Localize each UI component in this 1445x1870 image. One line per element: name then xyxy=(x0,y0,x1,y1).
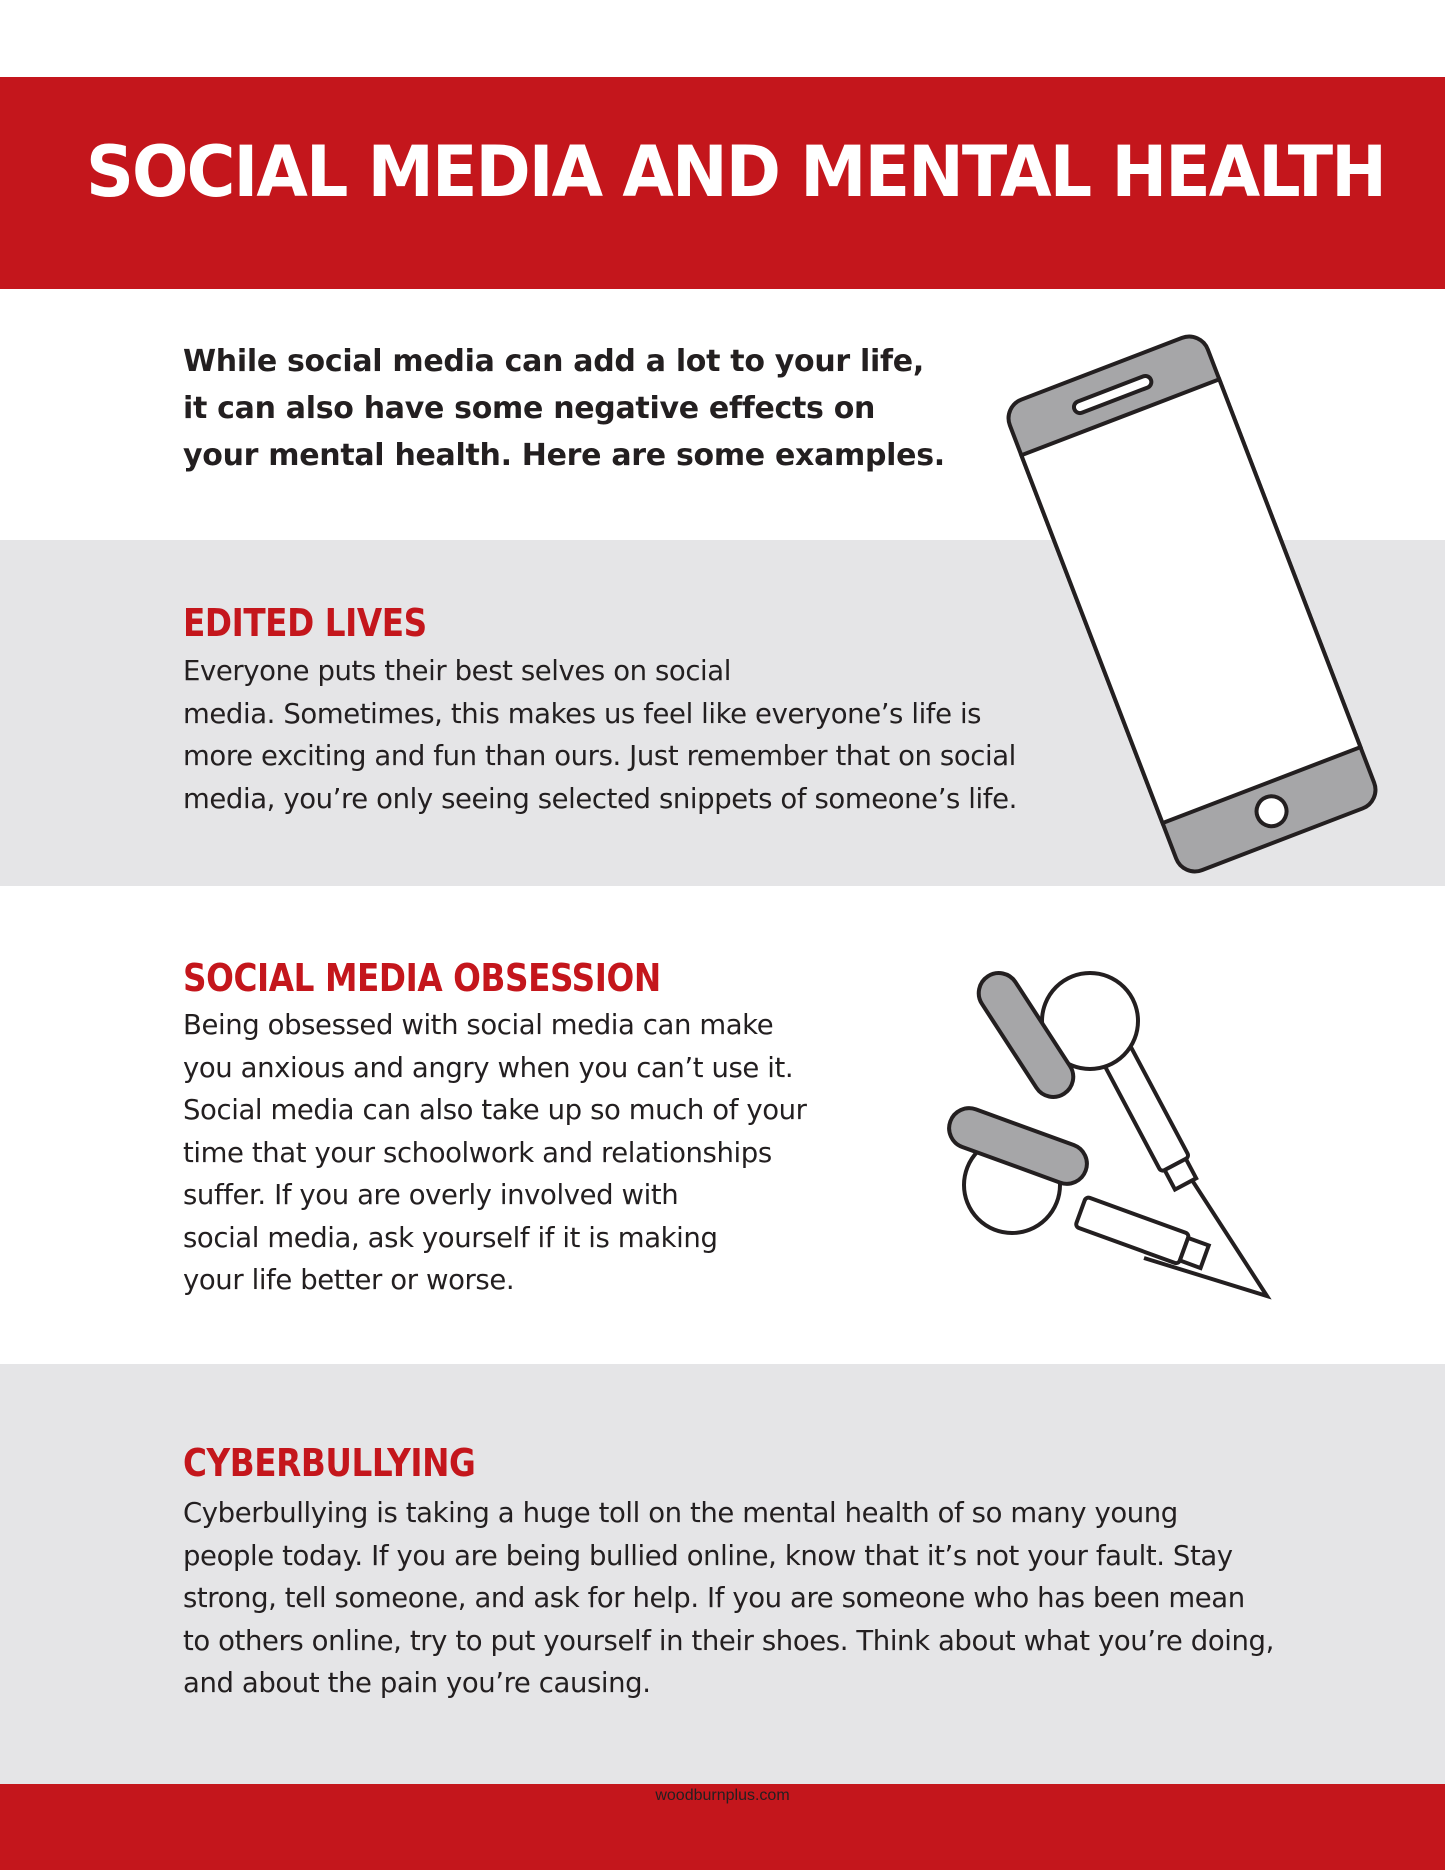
earbuds-icon xyxy=(930,955,1280,1305)
body-line: more exciting and fun than ours. Just remember that on social xyxy=(183,740,1016,772)
title-banner xyxy=(0,77,1445,289)
body-line: Cyberbullying is taking a huge toll on the mental health of so many young xyxy=(183,1497,1178,1529)
body-line: people today. If you are being bullied online, know that it’s not your fault. Stay xyxy=(183,1539,1233,1572)
section-body-social-media-obsession xyxy=(183,1004,807,1302)
body-line: strong, tell someone, and ask for help. If you are someone who has been mean xyxy=(183,1582,1245,1614)
body-line: Social media can also take up so much of your xyxy=(183,1094,807,1126)
body-line: and about the pain you’re causing. xyxy=(183,1667,651,1699)
body-line: Being obsessed with social media can make xyxy=(183,1009,774,1041)
body-line: your life better or worse. xyxy=(183,1264,515,1296)
intro-line: your mental health. Here are some examples. xyxy=(183,438,945,473)
intro-line: it can also have some negative effects on xyxy=(183,391,876,426)
section-heading-cyberbullying: CYBERBULLYING xyxy=(183,1441,476,1485)
intro-text xyxy=(183,338,943,479)
intro-line: While social media can add a lot to your life, xyxy=(183,344,924,379)
footer-url: woodburnplus.com xyxy=(655,1787,790,1804)
body-line: media. Sometimes, this makes us feel like everyone’s life is xyxy=(183,697,982,730)
body-line: social media, ask yourself if it is making xyxy=(183,1221,718,1254)
body-line: to others online, try to put yourself in their shoes. Think about what you’re doing, xyxy=(183,1624,1274,1657)
body-line: time that your schoolwork and relationships xyxy=(183,1136,772,1169)
smartphone-icon xyxy=(1020,360,1380,860)
section-heading-edited-lives: EDITED LIVES xyxy=(183,601,427,645)
section-body-cyberbullying xyxy=(183,1492,1274,1705)
body-line: you anxious and angry when you can’t use it. xyxy=(183,1051,794,1084)
body-line: Everyone puts their best selves on social xyxy=(183,655,731,687)
page-title: SOCIAL MEDIA AND MENTAL HEALTH xyxy=(86,131,1385,213)
body-line: media, you’re only seeing selected snippets of someone’s life. xyxy=(183,782,1017,815)
footer-bar xyxy=(0,1784,1445,1870)
section-body-edited-lives xyxy=(183,650,1017,820)
body-line: suffer. If you are overly involved with xyxy=(183,1179,679,1211)
section-heading-social-media-obsession: SOCIAL MEDIA OBSESSION xyxy=(183,956,661,1000)
